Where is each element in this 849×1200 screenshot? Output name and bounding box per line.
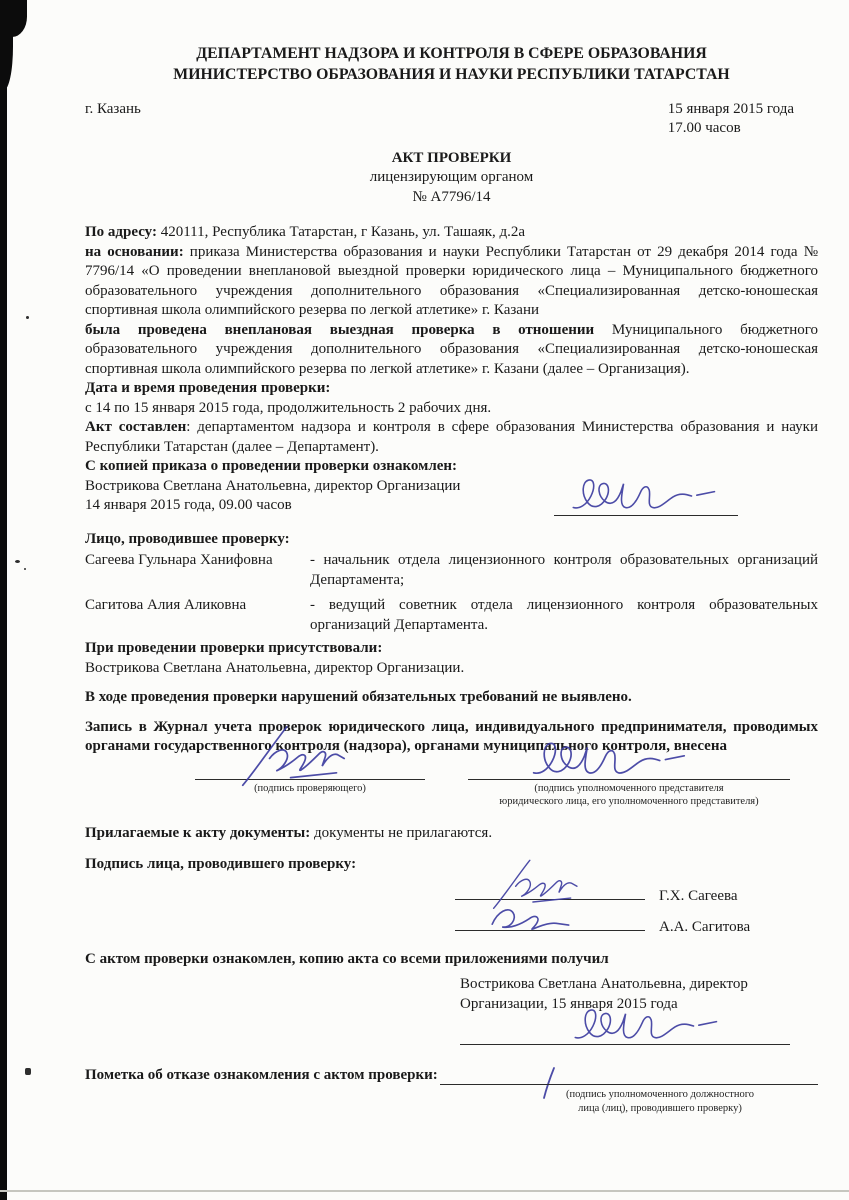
copy-label: С копией приказа о проведении проверки ознакомлен: [85,458,458,475]
inspector-name: Сагитова Алия Аликовна [85,597,247,614]
paragraph-result [85,688,818,708]
date-time-block [668,100,794,139]
result-text: В ходе проведения проверки нарушений обязательных требований не выявлено. [85,689,632,706]
sign-label: Подпись лица, проводившего проверку: [85,856,357,873]
scan-edge-blob-artifact [0,28,13,90]
paragraph-conducted [85,321,818,380]
address-label: По адресу: [85,224,157,241]
acquainted-block [460,975,818,1052]
basis-text: приказа Министерства образования и науки Республики Татарстан от 29 декабря 2014 года № 7796/14 «О проведении внеплановой выездной проверки юридического лица – Муниципального бюджетного образовательного учреждения дополнительного образования «Специализированная детско-юношеская спортивная школа олимпийского резерва по легкой атлетике» г. Казани [85,243,819,319]
present-text: Вострикова Светлана Анатольевна, директор Организации. [85,659,465,676]
scan-left-edge-artifact [0,0,7,1200]
paragraph-acquainted [85,950,818,970]
inspector-position: - начальник отдела лицензионного контроля образовательных организаций Департамента; [310,552,818,588]
inspector-signature-line [195,763,425,780]
caption-representative-line-1: (подпись уполномоченного представителя [534,782,724,794]
paragraph-address [85,223,818,243]
refusal-caption [530,1088,790,1115]
copy-signature-line [554,499,738,516]
paragraph-present-label [85,639,818,659]
document-content [85,44,818,1116]
signer-signature-line [455,883,645,900]
conducted-label: была проведена внеплановая выездная проверка в отношении [85,321,595,338]
inspector-row [85,596,818,635]
signer-name: Г.Х. Сагеева [659,887,738,904]
paragraph-datetime-label [85,379,818,399]
title-line-3: № А7796/14 [412,188,491,205]
header-line-1: ДЕПАРТАМЕНТ НАДЗОРА И КОНТРОЛЯ В СФЕРЕ ОБРАЗОВАНИЯ [196,45,707,62]
datetime-text: с 14 по 15 января 2015 года, продолжительность 2 рабочих дня. [85,399,492,416]
date-text: 15 января 2015 года [667,100,794,117]
journal-caption-row [85,782,818,808]
paragraph-composed [85,418,818,457]
caption-representative-line-2: юридического лица, его уполномоченного представителя) [499,795,759,807]
journal-signature-row [85,763,818,780]
scan-bottom-edge-artifact [0,1190,849,1192]
caption-representative-signature [468,782,790,808]
paragraph-basis [85,243,818,321]
signer-signature-line [455,914,645,931]
inspectors-label: Лицо, проводившее проверку: [85,530,290,547]
refusal-label: Пометка об отказе ознакомления с актом проверки: [85,1066,438,1083]
attachments-text: документы не прилагаются. [310,824,493,841]
representative-signature-line [468,763,790,780]
attachments-label: Прилагаемые к акту документы: [85,824,311,841]
dateline [85,100,818,139]
paragraph-copy-label [85,457,818,477]
composed-label: Акт составлен [85,419,187,436]
paragraph-journal [85,718,818,757]
time-text: 17.00 часов [667,120,741,137]
refusal-caption-line-2: лица (лиц), проводившего проверку) [578,1103,742,1115]
acquainted-name-line-2: Организации, 15 января 2015 года [460,995,678,1012]
paragraph-present-text [85,659,818,679]
inspector-position: - ведущий советник отдела лицензионного контроля образовательных организаций Департамента. [310,597,818,633]
acquainted-text: С актом проверки ознакомлен, копию акта со всеми приложениями получил [85,950,609,967]
refusal-blank-line [440,1070,818,1085]
city-label: г. Казань [85,100,141,117]
acquainted-name-line-1: Вострикова Светлана Анатольевна, директор [460,976,748,993]
inspector-row [85,551,818,590]
title-line-2: лицензирующим органом [369,169,534,186]
signer-row [85,883,818,907]
address-text: 420111, Республика Татарстан, г Казань, ул. Ташаяк, д.2а [156,224,526,241]
conducted-text: Муниципального бюджетного образовательного учреждения дополнительного образования «Специализированная детско-юношеская спортивная школа олимпийского резерва по легкой атлетике» г. Казани (далее – Организация). [85,321,818,377]
present-label: При проведении проверки присутствовали: [85,640,383,657]
inspector-name: Сагеева Гульнара Ханифовна [85,552,273,569]
basis-label: на основании: [85,243,184,260]
document-title [85,149,818,208]
scan-speck [15,560,20,563]
journal-text: Запись в Журнал учета проверок юридического лица, индивидуального предпринимателя, проводимых органами государственного контроля (надзора), органами муниципального контроля, внесена [85,718,818,755]
refusal-row [85,1066,818,1086]
paragraph-datetime-text [85,399,818,419]
datetime-label: Дата и время проведения проверки: [85,380,331,397]
signer-row [85,914,818,938]
caption-inspector-signature: (подпись проверяющего) [254,782,366,794]
title-line-1: АКТ ПРОВЕРКИ [391,149,512,166]
scan-speck [26,316,29,319]
paragraph-attachments [85,824,818,844]
inspectors-heading [85,530,818,550]
document-header [85,44,818,86]
paragraph-copy-name [85,477,818,497]
copy-date-text: 14 января 2015 года, 09.00 часов [85,497,292,514]
refusal-caption-line-1: (подпись уполномоченного должностного [565,1089,755,1101]
scan-speck [25,1068,31,1075]
acquainted-signature-line [460,1028,790,1045]
header-line-2: МИНИСТЕРСТВО ОБРАЗОВАНИЯ И НАУКИ РЕСПУБЛИКИ ТАТАРСТАН [173,65,730,83]
signer-name: А.А. Сагитова [659,919,751,936]
scan-speck [24,568,26,570]
copy-signature-row [85,496,818,516]
paragraph-sign-label [85,855,818,875]
composed-text: : департаментом надзора и контроля в сфере образования Министерства образования и науки Республики Татарстан (далее – Департамент). [85,419,818,455]
copy-name: Вострикова Светлана Анатольевна, директор Организации [85,477,461,494]
